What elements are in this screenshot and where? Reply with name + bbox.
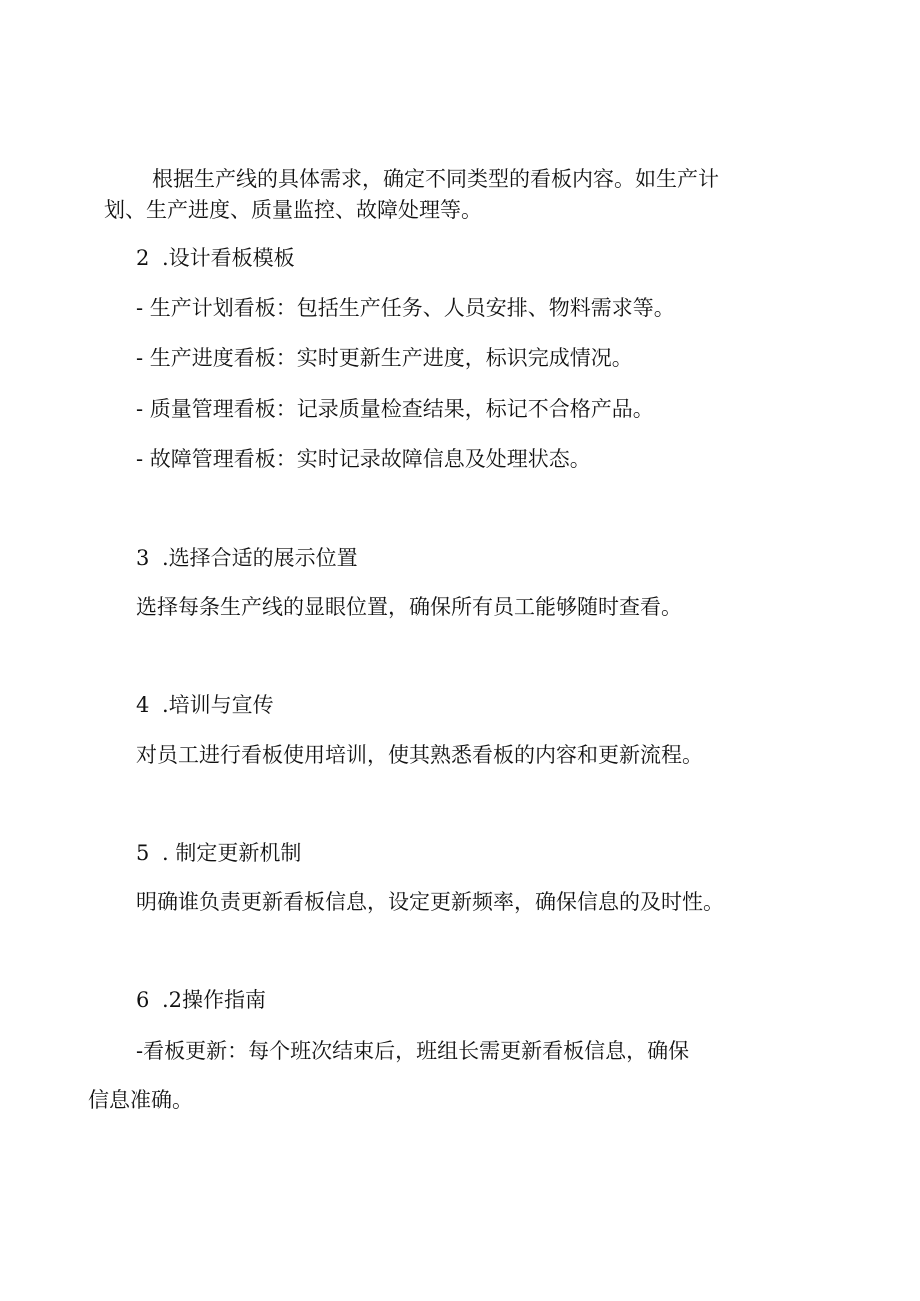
intro-paragraph-line-2: 划、生产进度、质量监控、故障处理等。 bbox=[104, 198, 482, 222]
section-number: 4 bbox=[136, 693, 150, 717]
section-4-heading bbox=[136, 692, 274, 718]
section-3-heading bbox=[136, 545, 358, 571]
section-number: 2 bbox=[136, 246, 150, 270]
section-2-heading bbox=[136, 245, 295, 271]
section-6-body-line-1: -看板更新：每个班次结束后，班组长需更新看板信息，确保 bbox=[136, 1039, 690, 1063]
section-5-heading bbox=[136, 840, 301, 866]
section-title: .设计看板模板 bbox=[162, 246, 295, 270]
list-item: - 质量管理看板：记录质量检查结果，标记不合格产品。 bbox=[136, 397, 654, 421]
section-6-body-line-2: 信息准确。 bbox=[88, 1088, 193, 1112]
section-5-body: 明确谁负责更新看板信息，设定更新频率，确保信息的及时性。 bbox=[136, 890, 724, 914]
section-title: . 制定更新机制 bbox=[162, 841, 302, 865]
section-title: .选择合适的展示位置 bbox=[162, 546, 358, 570]
list-item: - 生产计划看板：包括生产任务、人员安排、物料需求等。 bbox=[136, 296, 675, 320]
section-title: .2操作指南 bbox=[162, 988, 267, 1012]
section-4-body: 对员工进行看板使用培训，使其熟悉看板的内容和更新流程。 bbox=[136, 743, 703, 767]
intro-paragraph-line-1: 根据生产线的具体需求，确定不同类型的看板内容。如生产计 bbox=[152, 167, 719, 191]
section-3-body: 选择每条生产线的显眼位置，确保所有员工能够随时查看。 bbox=[136, 595, 682, 619]
section-number: 6 bbox=[136, 988, 150, 1012]
section-title: .培训与宣传 bbox=[162, 693, 274, 717]
list-item: - 故障管理看板：实时记录故障信息及处理状态。 bbox=[136, 447, 591, 471]
section-6-heading bbox=[136, 987, 266, 1013]
section-number: 3 bbox=[136, 546, 150, 570]
section-number: 5 bbox=[136, 841, 150, 865]
list-item: - 生产进度看板：实时更新生产进度，标识完成情况。 bbox=[136, 346, 633, 370]
